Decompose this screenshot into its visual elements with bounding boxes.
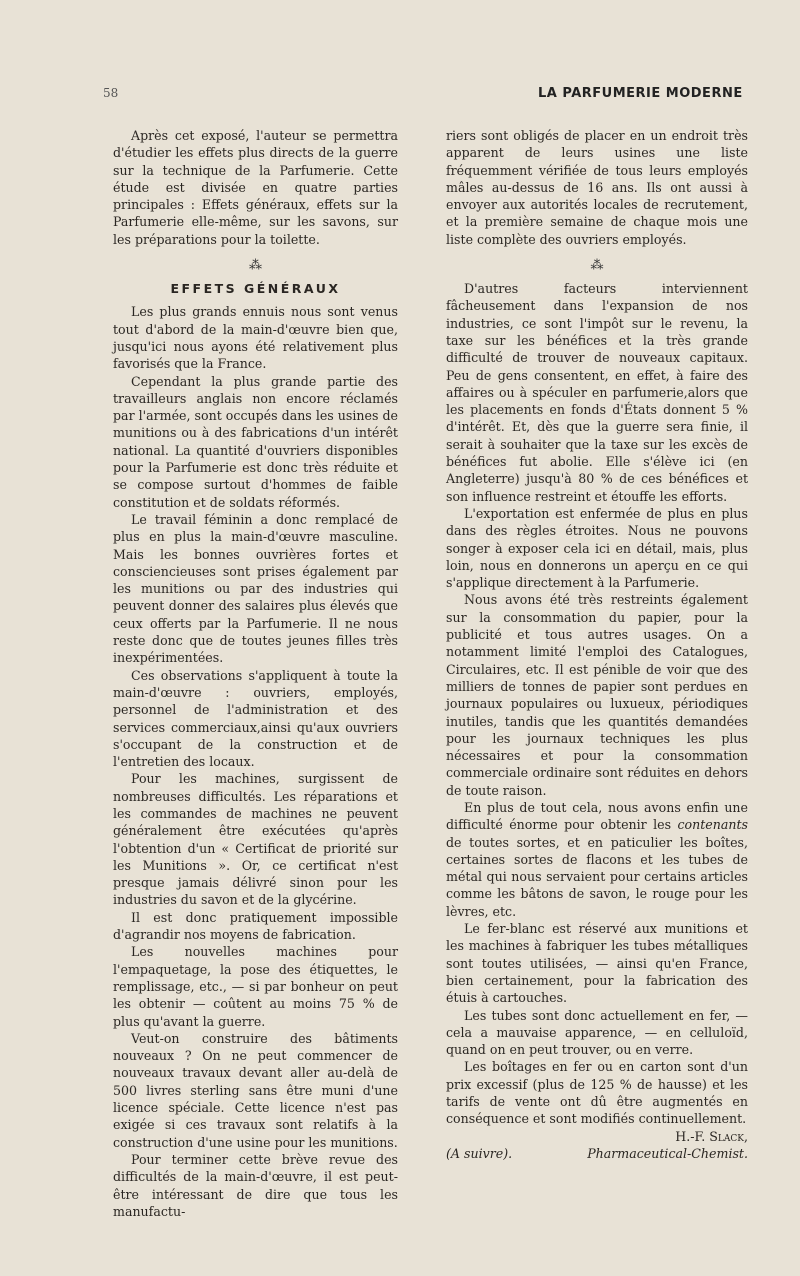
author-signature xyxy=(446,1128,748,1145)
italic-term: contenants xyxy=(677,817,748,833)
paragraph: Nous avons été très restreints également sur la consommation du papier, pour la publicité et tous autres usages. On a notamment limité l'emploi des Catalogues, Circulaires, etc. Il est pénible de voir que des milliers de tonnes de papier sont perdues en journaux populaires ou luxueux, périodiques inutiles, tandis que les quantités demandées pour les journaux techniques les plus nécessaires et pour la consommation commerciale ordinaire sont réduites en dehors de toute raison. xyxy=(446,592,748,798)
text-span: En plus de tout cela, nous avons enfin une difficulté énorme pour obtenir les xyxy=(446,799,748,833)
source-line xyxy=(446,1145,748,1162)
paragraph: Pour les machines, surgissent de nombreuses difficultés. Les réparations et les commandes de machines ne peuvent généralement être exécutées qu'après l'obtention d'un « Certificat de priorité sur les Munitions ». Or, ce certificat n'est presque jamais délivré sinon pour les industries du savon et de la glycérine. xyxy=(113,771,398,908)
continuation-paragraph: riers sont obligés de placer en un endroit très apparent de leurs usines une liste fréquemment vérifiée de tous leurs employés mâles au-dessus de 16 ans. Ils ont aussi à envoyer aux autorités locales de recrutement, et la première semaine de chaque mois une liste complète des ouvriers employés. xyxy=(446,128,748,247)
page-number: 58 xyxy=(103,86,119,100)
right-column xyxy=(446,127,748,1162)
paragraph: Pour terminer cette brève revue des difficultés de la main-d'œuvre, il est peut-être intéressant de dire que tous les manufactu- xyxy=(113,1151,398,1219)
left-column xyxy=(113,127,398,1220)
paragraph: D'autres facteurs interviennent fâcheusement dans l'expansion de nos industries, ce sont l'impôt sur le revenu, la taxe sur les bénéfices et la très grande difficulté de trouver de nouveaux capitaux. Peu de gens consentent, en effet, à faire des affaires ou à spéculer en parfumerie,alors que les placements en fonds d'États donnent 5 % d'intérêt. Et, dès que la guerre sera finie, il serait à souhaiter que la taxe sur les excès de bénéfices fut abolie. Elle s'élève ici (en Angleterre) jusqu'à 80 % de ces bénéfices et son influence restreint et étouffe les efforts. xyxy=(446,281,748,504)
paragraph: Les boîtages en fer ou en carton sont d'un prix excessif (plus de 125 % de hausse) et les tarifs de vente ont dû être augmentés en conséquence et sont modifiés continuellement. xyxy=(446,1059,748,1127)
paragraph: Les tubes sont donc actuellement en fer, — cela a mauvaise apparence, — en celluloïd, quand on en peut trouver, ou en verre. xyxy=(446,1007,748,1058)
paragraph: L'exportation est enfermée de plus en plus dans des règles étroites. Nous ne pouvons songer à exposer cela ici en détail, mais, plus loin, nous en donnerons un aperçu en ce qui s'applique directement à la Parfumerie. xyxy=(446,505,748,591)
text-span: de toutes sortes, et en paticulier les boîtes, certaines sortes de flacons et les tubes de métal qui nous servaient pour certains articles comme les bâtons de savon, le rouge pour les lèvres, etc. xyxy=(446,834,748,919)
paragraph: Il est donc pratiquement impossible d'agrandir nos moyens de fabrication. xyxy=(113,909,398,943)
paragraph: Les nouvelles machines pour l'empaquetage, la pose des étiquettes, le remplissage, etc., — si par bonheur on peut les obtenir — coûtent au moins 75 % de plus qu'avant la guerre. xyxy=(113,944,398,1029)
paragraph: Veut-on construire des bâtiments nouveaux ? On ne peut commencer de nouveaux travaux devant aller au-delà de 500 livres sterling sans être muni d'une licence spéciale. Cette licence n'est pas exigée si ces travaux sont relatifs à la construction d'une usine pour les munitions. xyxy=(113,1030,398,1150)
paragraph: Le travail féminin a donc remplacé de plus en plus la main-d'œuvre masculine. Mais les bonnes ouvrières fortes et consciencieuses sont prises également par les munitions ou par des industries qui peuvent donner des salaires plus élevés que ceux offerts par la Parfumerie. Il ne nous reste donc que de toutes jeunes filles très inexpérimentées. xyxy=(113,511,398,666)
running-title: LA PARFUMERIE MODERNE xyxy=(538,86,743,101)
to-follow-note: (A suivre). xyxy=(446,1145,513,1161)
section-heading: EFFETS GÉNÉRAUX xyxy=(170,281,341,297)
source-publication: Pharmaceutical-Chemist. xyxy=(587,1145,748,1161)
author-name: H.-F. Slack, xyxy=(675,1128,748,1144)
paragraph: Ces observations s'appliquent à toute la main-d'œuvre : ouvriers, employés, personnel de l'administration et des services commerciaux,ainsi qu'aux ouvriers s'occupant de la construction et de l'entretien des locaux. xyxy=(113,667,398,770)
paragraph-containers xyxy=(446,799,748,920)
intro-paragraph: Après cet exposé, l'auteur se permettra d'étudier les effets plus directs de la guerre sur la technique de la Parfumerie. Cette étude est divisée en quatre parties principales : Effets généraux, effets sur la Parfumerie elle-même, sur les savons, sur les préparations pour la toilette. xyxy=(113,128,398,247)
asterism-ornament: ⁂ xyxy=(590,258,604,274)
paragraph: Les plus grands ennuis nous sont venus tout d'abord de la main-d'œuvre bien que, jusqu'ici nous ayons été relativement plus favorisés que la France. xyxy=(113,304,398,372)
paragraph: Le fer-blanc est réservé aux munitions et les machines à fabriquer les tubes métalliques sont toutes utilisées, — ainsi qu'en France, bien certainement, pour la fabrication des étuis à cartouches. xyxy=(446,921,748,1006)
paragraph: Cependant la plus grande partie des travailleurs anglais non encore réclamés par l'armée, sont occupés dans les usines de munitions ou à des fabrications d'un intérêt national. La quantité d'ouvriers disponibles pour la Parfumerie est donc très réduite et se compose surtout d'hommes de faible constitution et de soldats réformés. xyxy=(113,373,398,510)
asterism-ornament: ⁂ xyxy=(249,258,262,274)
